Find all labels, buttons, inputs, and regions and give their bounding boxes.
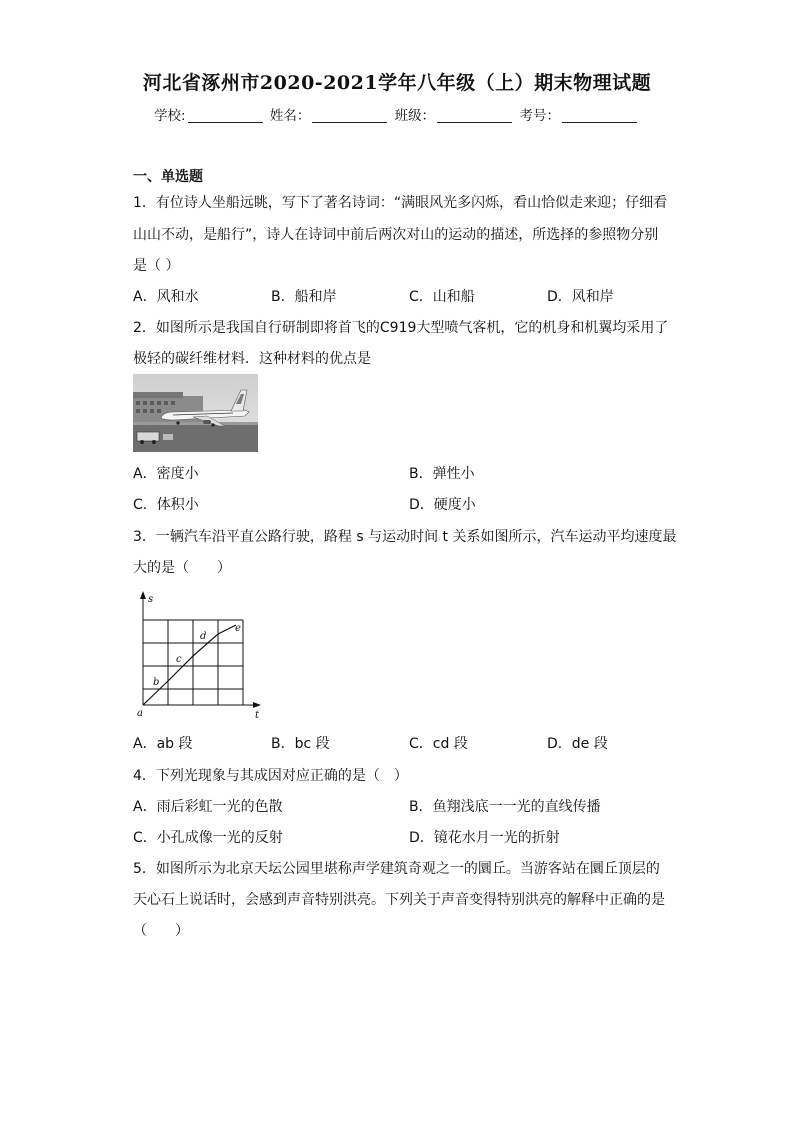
q1-option-c[interactable]: C．山和船 (409, 289, 475, 305)
q3-option-a[interactable]: A．ab 段 (133, 736, 193, 752)
q2-option-b[interactable]: B．弹性小 (409, 466, 475, 482)
q4-option-c[interactable]: C．小孔成像一光的反射 (133, 830, 283, 846)
x-axis-label: t (255, 710, 260, 720)
exam-title: 河北省涿州市2020-2021学年八年级（上）期末物理试题 (142, 72, 652, 94)
q2-line2: 极轻的碳纤维材料．这种材料的优点是 (133, 351, 371, 367)
q1-option-d[interactable]: D．风和岸 (547, 289, 614, 305)
q1-line3: 是（ ） (133, 258, 180, 274)
point-e-label: e (235, 623, 241, 634)
number-blank[interactable] (562, 108, 637, 123)
q5-line2: 天心石上说话时，会感到声音特别洪亮。下列关于声音变得特别洪亮的解释中正确的是 (133, 892, 665, 908)
point-d-label: d (200, 631, 207, 642)
student-info-line (0, 104, 794, 124)
class-blank[interactable] (437, 108, 512, 123)
c919-airplane-photo (133, 374, 258, 452)
q2-option-a[interactable]: A．密度小 (133, 466, 199, 482)
q2-line1: 2．如图所示是我国自行研制即将首飞的C919大型喷气客机，它的机身和机翼均采用了 (133, 320, 669, 336)
q2-option-d[interactable]: D．硬度小 (409, 497, 476, 513)
q4-option-a[interactable]: A．雨后彩虹一光的色散 (133, 799, 283, 815)
point-a-label: a (137, 708, 143, 719)
q1-line2: 山山不动，是船行”，诗人在诗词中前后两次对山的运动的描述，所选择的参照物分别 (133, 227, 659, 243)
q5-line3: （ ） (133, 923, 189, 939)
point-c-label: c (176, 654, 182, 665)
y-axis-label: s (148, 594, 154, 605)
number-label: 考号： (519, 108, 560, 124)
q1-option-a[interactable]: A．风和水 (133, 289, 199, 305)
q3-option-b[interactable]: B．bc 段 (271, 736, 330, 752)
q3-option-d[interactable]: D．de 段 (547, 736, 608, 752)
q4-option-d[interactable]: D．镜花水月一光的折射 (409, 830, 560, 846)
point-b-label: b (153, 677, 160, 688)
school-label: 学校: (154, 108, 186, 124)
q5-line1: 5．如图所示为北京天坛公园里堪称声学建筑奇观之一的圜丘。当游客站在圜丘顶层的 (133, 861, 660, 877)
section-heading: 一、单选题 (133, 169, 203, 185)
q1-line1: 1．有位诗人坐船远眺，写下了著名诗词：“满眼风光多闪烁，看山恰似走来迎；仔细看 (133, 195, 668, 211)
q3-option-c[interactable]: C．cd 段 (409, 736, 468, 752)
name-label: 姓名： (269, 108, 311, 124)
q4-option-b[interactable]: B．鱼翔浅底一一光的直线传播 (409, 799, 601, 815)
q3-line1: 3．一辆汽车沿平直公路行驶，路程 s 与运动时间 t 关系如图所示，汽车运动平均速度最 (133, 529, 677, 545)
name-blank[interactable] (312, 108, 387, 123)
class-label: 班级： (394, 108, 436, 124)
q2-option-c[interactable]: C．体积小 (133, 497, 199, 513)
s-t-graph (128, 588, 268, 720)
school-blank[interactable] (188, 108, 263, 123)
q4-line1: 4．下列光现象与其成因对应正确的是（ ） (133, 768, 408, 784)
q3-line2: 大的是（ ） (133, 560, 231, 576)
q1-option-b[interactable]: B．船和岸 (271, 289, 337, 305)
